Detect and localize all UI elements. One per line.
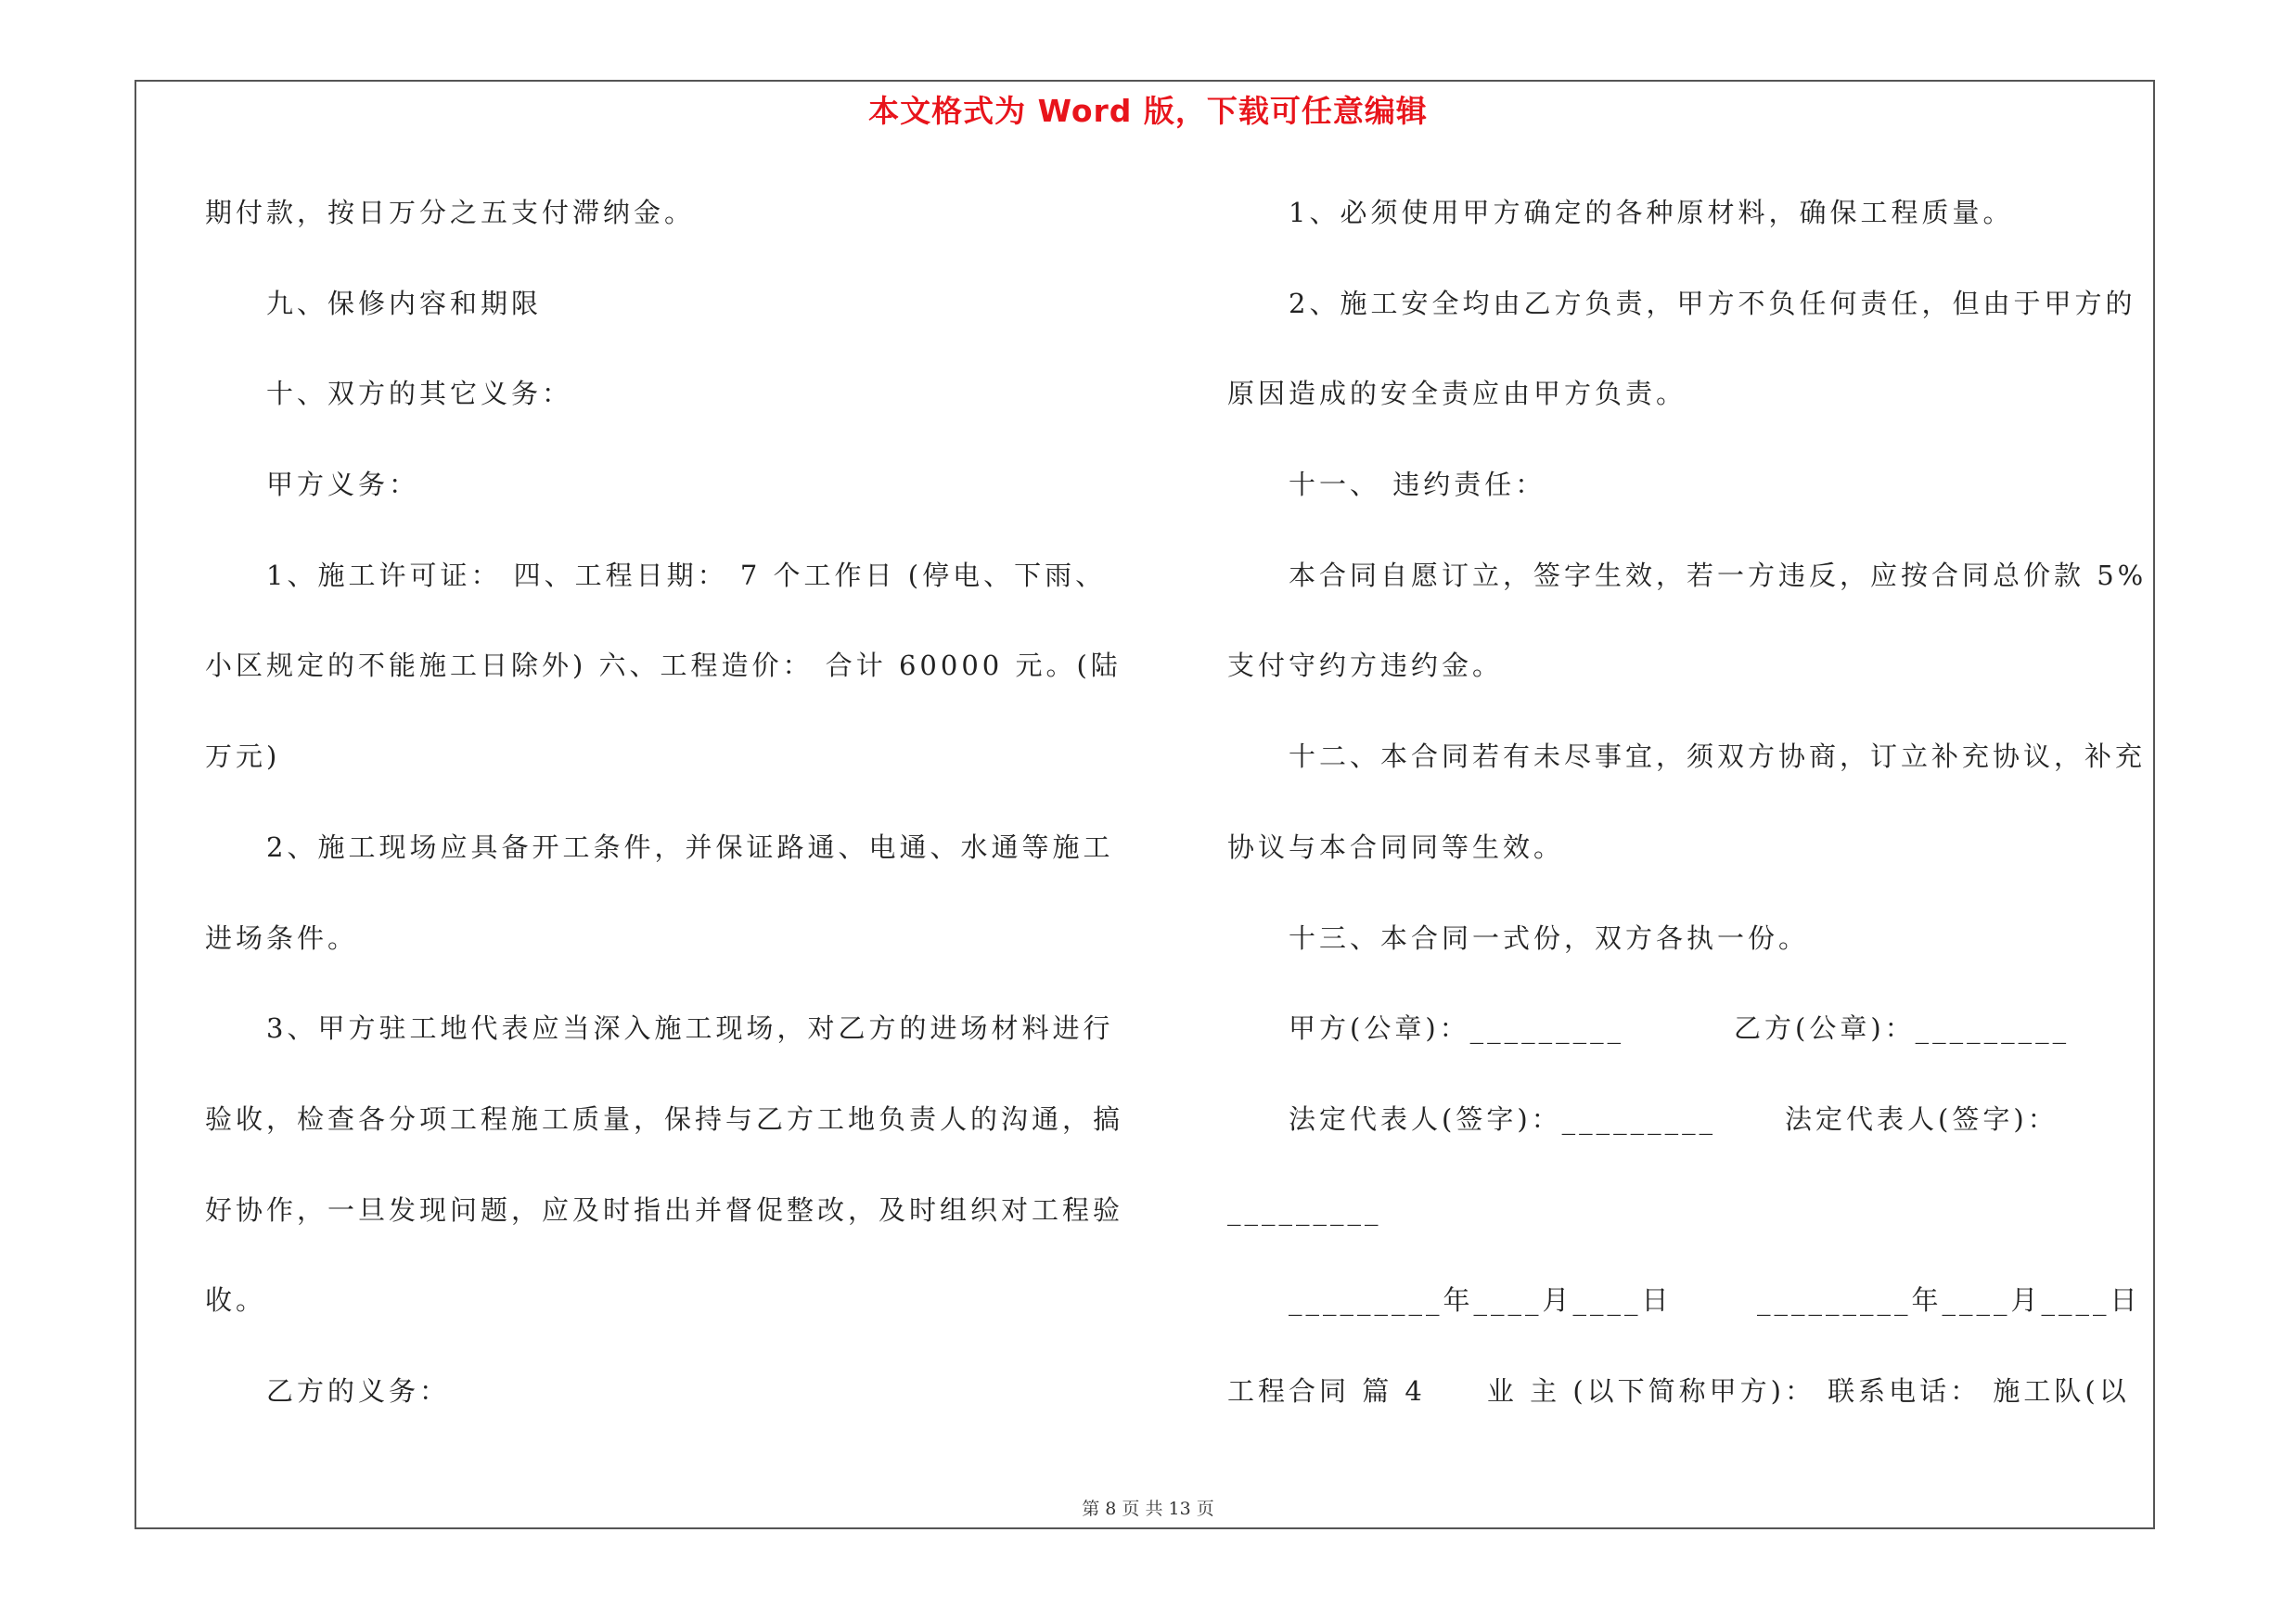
- section-heading-obligations: 十、双方的其它义务：: [266, 378, 573, 410]
- paragraph-line: 本合同自愿订立，签字生效，若一方违反，应按合同总价款 5%: [1289, 559, 2148, 591]
- party-a-representative-field: 法定代表人(签字)：_________: [1289, 1102, 1717, 1135]
- left-column: [205, 186, 1133, 1455]
- party-b-obligations-heading: 乙方的义务：: [266, 1374, 451, 1407]
- party-a-obligations-heading: 甲方义务：: [266, 469, 420, 501]
- signature-blank: _________: [1227, 1193, 1382, 1226]
- paragraph-line: 1、必须使用甲方确定的各种原材料，确保工程质量。: [1289, 197, 2014, 228]
- paragraph-line: 万元): [205, 741, 281, 773]
- page-number-footer: 第 8 页 共 13 页: [1082, 1499, 1214, 1519]
- paragraph-line: 小区规定的不能施工日除外) 六、工程造价： 合计 60000 元。(陆: [205, 650, 1122, 682]
- paragraph-line: 1、施工许可证： 四、工程日期： 7 个工作日 (停电、下雨、: [266, 559, 1107, 591]
- paragraph-line: 2、施工现场应具备开工条件，并保证路通、电通、水通等施工: [266, 831, 1114, 863]
- right-column: [1227, 186, 2146, 1455]
- paragraph-line: 支付守约方违约金。: [1227, 650, 1504, 682]
- section-heading-warranty: 九、保修内容和期限: [266, 287, 543, 319]
- signature-row: [1227, 1092, 2146, 1183]
- document-header-title: 本文格式为 Word 版，下载可任意编辑: [868, 93, 1428, 129]
- section-heading-liability: 十一、 违约责任：: [1289, 469, 1546, 501]
- party-b-date-field: _________年____月____日: [1757, 1284, 2141, 1317]
- date-row: [1227, 1273, 2146, 1364]
- paragraph-line: 收。: [205, 1284, 267, 1317]
- seal-row: [1227, 1001, 2146, 1092]
- paragraph-line: 十二、本合同若有未尽事宜，须双方协商，订立补充协议，补充: [1289, 741, 2147, 773]
- party-a-seal-field: 甲方(公章)：_________: [1289, 1012, 1625, 1045]
- paragraph-line: 验收，检查各分项工程施工质量，保持与乙方工地负责人的沟通，搞: [205, 1102, 1124, 1135]
- paragraph-line: 十三、本合同一式份，双方各执一份。: [1289, 921, 1810, 954]
- paragraph-line: 工程合同 篇 4 业 主 (以下简称甲方)： 联系电话： 施工队(以: [1227, 1374, 2130, 1407]
- paragraph-line: 3、甲方驻工地代表应当深入施工现场，对乙方的进场材料进行: [266, 1012, 1114, 1045]
- paragraph-line: 期付款，按日万分之五支付滞纳金。: [205, 197, 696, 228]
- paragraph-line: 协议与本合同同等生效。: [1227, 831, 1565, 863]
- paragraph-line: 好协作，一旦发现问题，应及时指出并督促整改，及时组织对工程验: [205, 1193, 1124, 1226]
- party-a-date-field: _________年____月____日: [1289, 1284, 1673, 1317]
- paragraph-line: 进场条件。: [205, 921, 359, 954]
- paragraph-line: 原因造成的安全责应由甲方负责。: [1227, 378, 1687, 410]
- party-b-representative-field: 法定代表人(签字)：: [1785, 1102, 2059, 1135]
- party-b-seal-field: 乙方(公章)：_________: [1734, 1012, 2071, 1045]
- paragraph-line: 2、施工安全均由乙方负责，甲方不负任何责任，但由于甲方的: [1289, 287, 2136, 319]
